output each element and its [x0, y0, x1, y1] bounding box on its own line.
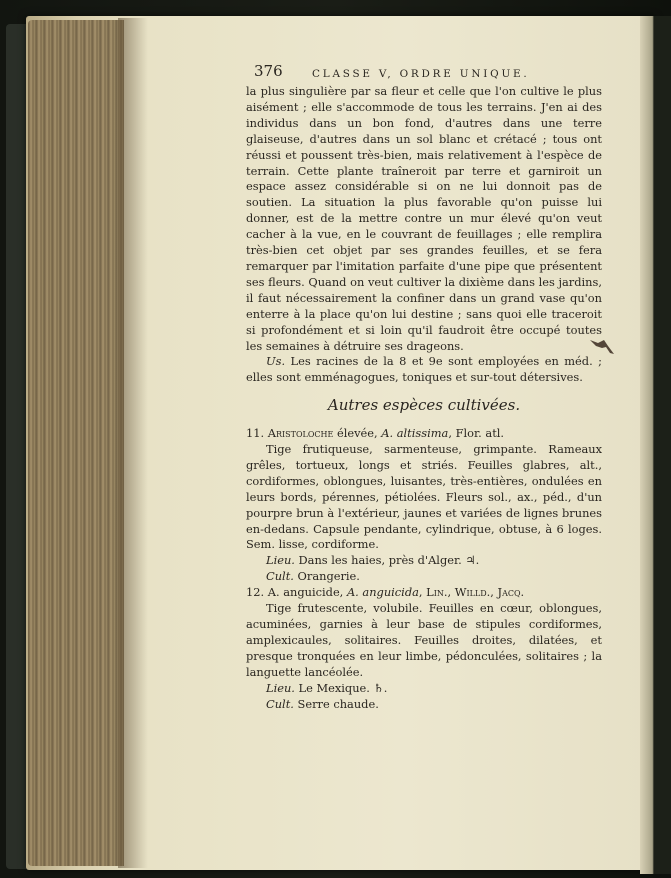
- entry-latin: A. altissima: [381, 426, 449, 441]
- entry-number: 11.: [246, 426, 265, 441]
- cult-text: Orangerie.: [297, 569, 360, 584]
- entry-latin: A. anguicida: [346, 585, 419, 600]
- uses-text: Les racines de la 8 et 9e sont employées en méd. ; elles sont emménagogues, toniques et sur-tout détersives.: [246, 354, 603, 385]
- running-header: [246, 64, 602, 84]
- page-edges: [28, 20, 124, 866]
- entry-number: 12.: [246, 585, 265, 600]
- entry-name-rest: élevée,: [336, 426, 378, 441]
- ink-mark-icon: [588, 334, 616, 360]
- lieu-label: Lieu.: [266, 680, 295, 695]
- cult-text: Serre chaude.: [297, 696, 379, 711]
- species-entry: [246, 426, 602, 585]
- section-heading: Autres espèces cultivées.: [327, 396, 521, 415]
- lieu-label: Lieu.: [266, 553, 295, 568]
- entry-description: Tige frutiqueuse, sarmenteuse, grimpante. Rameaux grêles, tortueux, longs et striés. Feuilles glabres, alt., cordiformes, oblongues, luisantes, très-entières, ondulées en leurs bords, pérennes, pétiolées. Fleurs sol., ax., péd., d'un pourpre brun à l'extérieur, jaunes et variées de lignes brunes en-dedans. Capsule pendante, cylindrique, obtuse, à 6 loges. Sem. lisse, cordiforme.: [246, 442, 602, 552]
- paragraph-uses: [246, 354, 602, 386]
- entry-description: Tige frutescente, volubile. Feuilles en cœur, oblongues, acuminées, garnies à leur base de stipules cordiformes, amplexicaules, solitaires. Feuilles droites, dilatées, et presque tronquées en leur limbe, pédonculées, solitaires ; la languette lancéolée.: [246, 601, 602, 679]
- page-text: [246, 64, 602, 724]
- cult-label: Cult.: [266, 569, 294, 584]
- species-entry: [246, 585, 602, 712]
- page-number: 376: [254, 62, 283, 80]
- entry-title: [246, 426, 602, 442]
- page-gutter-shadow: [118, 18, 148, 868]
- entry-cult: [246, 569, 602, 585]
- lieu-text: Le Mexique. ♄.: [298, 680, 388, 695]
- paragraph-culture: la plus singulière par sa fleur et celle que l'on cultive le plus aisément ; elle s'accommode de tous les terrains. J'en ai des individus dans un bon fond, d'autres dans une terre glaiseuse, d'autres dans un sol blanc et crétacé ; tous ont réussi et poussent très-bien, mais relativement à l'espèce de terrain. Cette plante traîneroit par terre et garniroit un espace assez considérable si on ne lui donnoit pas de soutien. La situation la plus favorable qu'on puisse lui donner, est de la mettre contre un mur élevé qu'on veut cacher à la vue, en le couvrant de feuillages ; elle remplira très-bien cet objet par ses grandes feuilles, et se fera remarquer par l'imitation parfaite d'une pipe que présentent ses fleurs. Quand on veut cultiver la dixième dans les jardins, il faut nécessairement la confiner dans un grand vase qu'on enterre à la place qu'on lui destine ; sans quoi elle traceroit si profondément et si loin qu'il faudroit être occupé toutes les semaines à détruire ses drageons.: [246, 84, 602, 353]
- lieu-text: Dans les haies, près d'Alger. ♃.: [298, 553, 480, 568]
- entry-authority: , Flor. atl.: [448, 426, 505, 441]
- running-title: CLASSE V, ORDRE UNIQUE.: [312, 68, 530, 80]
- cult-label: Cult.: [266, 696, 294, 711]
- entry-cult: [246, 697, 602, 713]
- entry-name: Aristoloche: [267, 426, 334, 441]
- entry-name-rest: anguicide,: [283, 585, 344, 600]
- entry-lieu: [246, 553, 602, 569]
- entry-title: [246, 585, 602, 601]
- facing-page-edge: [640, 16, 671, 874]
- uses-label: Us.: [266, 354, 286, 369]
- entry-name: A.: [267, 585, 280, 600]
- entry-lieu: [246, 681, 602, 697]
- entry-authority: , Lin., Willd., Jacq.: [418, 585, 525, 600]
